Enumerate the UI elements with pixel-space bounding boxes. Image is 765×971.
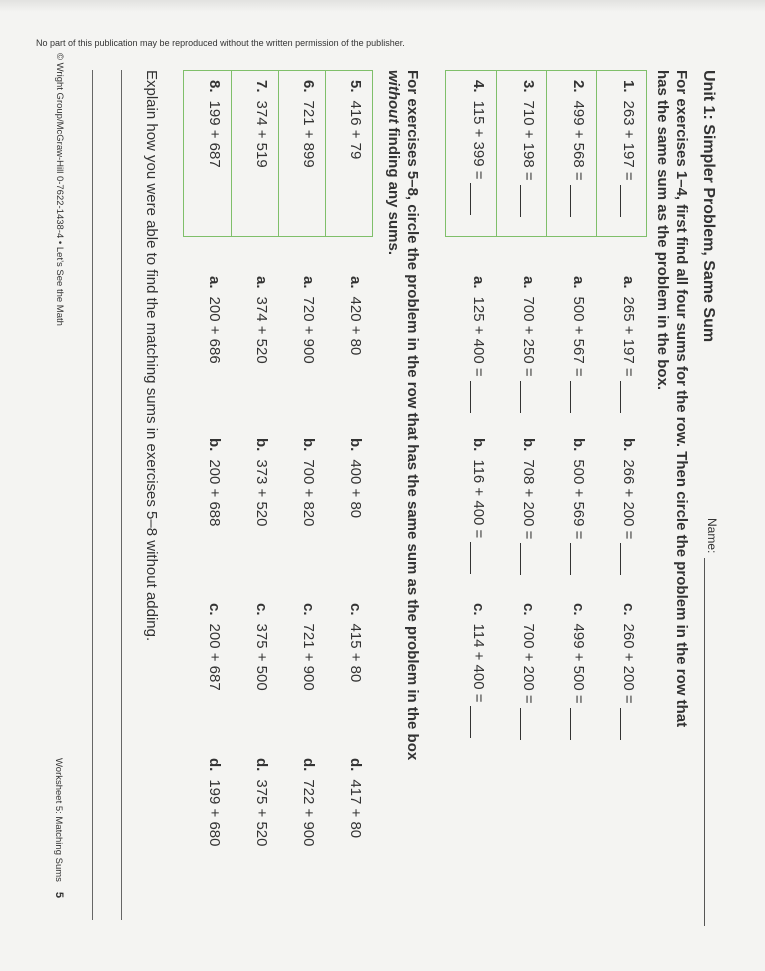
choice-expression: 420 + 80 (347, 296, 364, 356)
choice-option[interactable] (300, 603, 317, 691)
choice-label: a. (253, 276, 270, 289)
problem-number: 3. (520, 80, 537, 93)
name-field[interactable] (704, 558, 705, 926)
choice-label: b. (347, 438, 364, 452)
choice-label: a. (520, 276, 537, 289)
choice-label: d. (206, 758, 223, 772)
choice-label: c. (347, 603, 364, 616)
boxed-problem (206, 80, 223, 168)
problem-expression: 499 + 568 = (570, 100, 587, 181)
choice-label: b. (570, 438, 587, 452)
choice-expression: 722 + 900 (300, 779, 317, 847)
problem-number: 1. (620, 80, 637, 93)
choice-expression: 266 + 200 = (620, 459, 637, 540)
problem-expression: 416 + 79 (347, 100, 364, 160)
footer-worksheet: Worksheet 5: Matching Sums5 (53, 758, 65, 899)
answer-blank[interactable] (520, 543, 535, 575)
choice-label: c. (300, 603, 317, 616)
choice-option[interactable] (620, 603, 637, 740)
choice-label: a. (470, 276, 487, 289)
problem-number: 7. (253, 80, 270, 93)
choice-expression: 200 + 686 (206, 296, 223, 364)
choice-option[interactable] (470, 276, 487, 413)
answer-blank[interactable] (470, 183, 485, 215)
choice-expression: 125 + 400 = (470, 296, 487, 377)
choice-expression: 200 + 687 (206, 623, 223, 691)
choice-label: c. (253, 603, 270, 616)
page-number: 5 (53, 891, 65, 899)
choice-option[interactable] (253, 438, 270, 527)
choice-expression: 720 + 900 (300, 296, 317, 364)
choice-label: c. (570, 603, 587, 616)
choice-label: d. (253, 758, 270, 772)
boxed-problem (620, 80, 637, 217)
choice-label: a. (206, 276, 223, 289)
choice-expression: 375 + 500 (253, 623, 270, 691)
answer-blank[interactable] (620, 381, 635, 413)
problem-expression: 374 + 519 (253, 100, 270, 168)
choice-expression: 708 + 200 = (520, 459, 537, 540)
answer-blank[interactable] (470, 542, 485, 574)
answer-blank[interactable] (570, 381, 585, 413)
boxed-problem (253, 80, 270, 168)
choice-option[interactable] (206, 603, 223, 691)
choice-expression: 114 + 400 = (470, 623, 487, 703)
answer-blank[interactable] (620, 543, 635, 575)
choice-option[interactable] (347, 438, 364, 518)
answer-blank[interactable] (570, 543, 585, 575)
choice-label: c. (520, 603, 537, 616)
choice-option[interactable] (570, 276, 587, 413)
choice-option[interactable] (570, 438, 587, 575)
problem-number: 5. (347, 80, 364, 93)
part1-instructions: For exercises 1–4, first find all four sums for the row. Then circle the problem in the row that has the same sum as the problem in the box. (654, 70, 690, 728)
choice-option[interactable] (300, 758, 317, 847)
choice-expression: 500 + 567 = (570, 296, 587, 377)
problem-number: 6. (300, 80, 317, 93)
choice-option[interactable] (520, 603, 537, 740)
choice-option[interactable] (206, 276, 223, 364)
choice-label: b. (253, 438, 270, 452)
part2-instructions: For exercises 5–8, circle the problem in the row that has the same sum as the problem in the box without finding any sums. (385, 70, 421, 761)
choice-expression: 700 + 250 = (520, 296, 537, 377)
explain-prompt: Explain how you were able to find the matching sums in exercises 5–8 without adding. (143, 70, 160, 642)
choice-expression: 499 + 500 = (570, 623, 587, 704)
name-label: Name: (705, 518, 719, 554)
choice-label: a. (620, 276, 637, 289)
problem-number: 4. (470, 80, 487, 93)
problem-expression: 263 + 197 = (620, 100, 637, 181)
choice-option[interactable] (620, 438, 637, 575)
answer-blank[interactable] (520, 185, 535, 217)
copyright-notice: No part of this publication may be reproduced without the written permission of the publisher. (36, 38, 405, 48)
choice-option[interactable] (347, 603, 364, 682)
choice-label: a. (570, 276, 587, 289)
answer-line[interactable] (92, 70, 93, 920)
answer-blank[interactable] (620, 708, 635, 740)
answer-blank[interactable] (570, 708, 585, 740)
choice-option[interactable] (206, 758, 223, 847)
choice-expression: 721 + 900 (300, 623, 317, 691)
choice-label: d. (347, 758, 364, 772)
boxed-problem (470, 80, 487, 215)
choice-option[interactable] (300, 438, 317, 527)
footer-copyright: © Wright Group/McGraw-Hill 0-7622-1438-4 • Let’s See the Math (54, 53, 65, 326)
choice-label: d. (300, 758, 317, 772)
choice-option[interactable] (253, 603, 270, 691)
problem-number: 2. (570, 80, 587, 93)
choice-expression: 116 + 400 = (470, 459, 487, 539)
choice-option[interactable] (253, 276, 270, 364)
choice-expression: 415 + 80 (347, 623, 364, 683)
choice-label: a. (300, 276, 317, 289)
paper-edge (0, 0, 765, 12)
problem-expression: 721 + 899 (300, 100, 317, 168)
problem-expression: 115 + 399 = (470, 100, 487, 180)
answer-blank[interactable] (520, 708, 535, 740)
choice-option[interactable] (470, 603, 487, 738)
choice-option[interactable] (347, 758, 364, 838)
problem-expression: 710 + 198 = (520, 100, 537, 181)
choice-option[interactable] (570, 603, 587, 740)
choice-label: b. (470, 438, 487, 452)
boxed-problem (347, 80, 364, 159)
choice-option[interactable] (253, 758, 270, 847)
worksheet-page (35, 18, 725, 958)
choice-expression: 700 + 200 = (520, 623, 537, 704)
choice-expression: 700 + 820 (300, 459, 317, 527)
problem-number: 8. (206, 80, 223, 93)
choice-option[interactable] (300, 276, 317, 364)
choice-expression: 200 + 688 (206, 459, 223, 527)
choice-option[interactable] (470, 438, 487, 574)
choice-expression: 400 + 80 (347, 459, 364, 519)
choice-label: c. (620, 603, 637, 616)
choice-expression: 265 + 197 = (620, 296, 637, 377)
answer-blank[interactable] (620, 185, 635, 217)
answer-line[interactable] (121, 70, 122, 920)
choice-option[interactable] (520, 438, 537, 575)
choice-expression: 375 + 520 (253, 779, 270, 847)
answer-blank[interactable] (520, 381, 535, 413)
answer-blank[interactable] (470, 381, 485, 413)
problem-expression: 199 + 687 (206, 100, 223, 168)
choice-label: b. (300, 438, 317, 452)
choice-expression: 500 + 569 = (570, 459, 587, 540)
choice-label: b. (620, 438, 637, 452)
answer-blank[interactable] (570, 185, 585, 217)
choice-label: b. (206, 438, 223, 452)
choice-expression: 374 + 520 (253, 296, 270, 364)
answer-blank[interactable] (470, 706, 485, 738)
choice-option[interactable] (206, 438, 223, 527)
choice-option[interactable] (347, 276, 364, 355)
unit-title: Unit 1: Simpler Problem, Same Sum (700, 70, 717, 343)
choice-expression: 260 + 200 = (620, 623, 637, 704)
choice-option[interactable] (620, 276, 637, 413)
choice-label: b. (520, 438, 537, 452)
choice-label: c. (206, 603, 223, 616)
choice-label: a. (347, 276, 364, 289)
choice-expression: 373 + 520 (253, 459, 270, 527)
boxed-problem (520, 80, 537, 217)
choice-expression: 199 + 680 (206, 779, 223, 847)
choice-expression: 417 + 80 (347, 779, 364, 839)
choice-option[interactable] (520, 276, 537, 413)
boxed-problem (570, 80, 587, 217)
boxed-problem (300, 80, 317, 168)
choice-label: c. (470, 603, 487, 616)
